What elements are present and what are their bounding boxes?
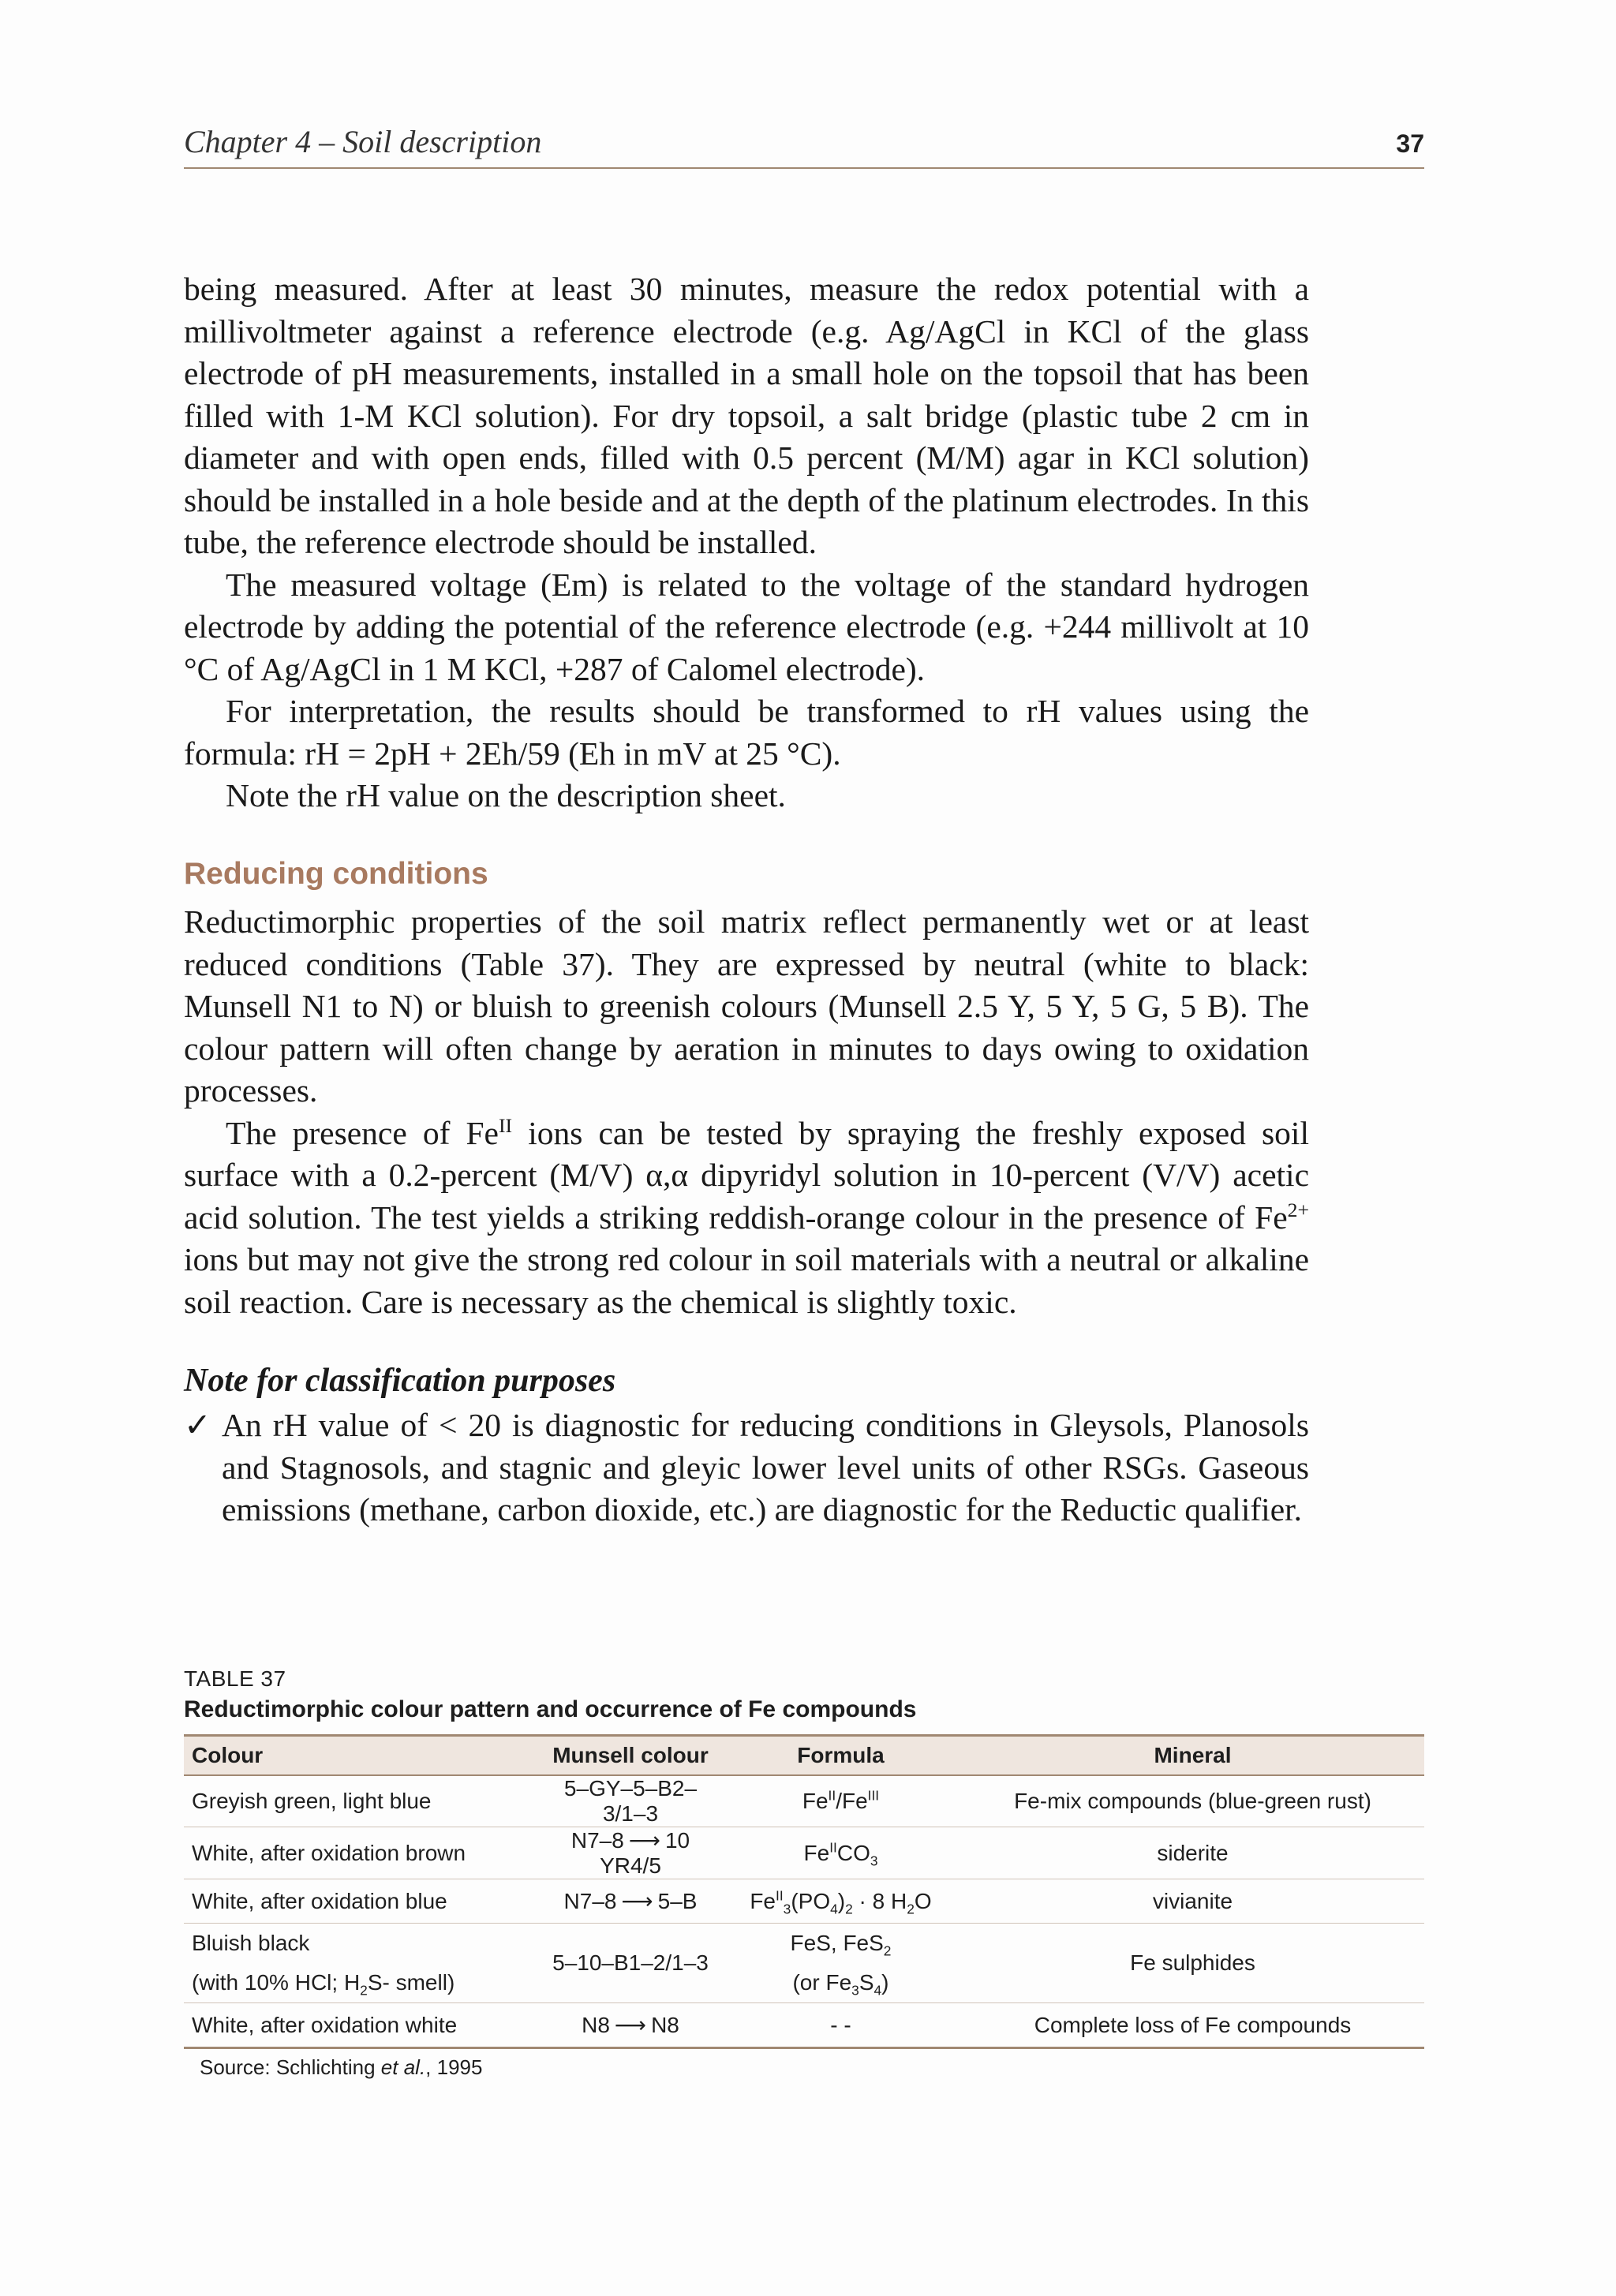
table-cell: White, after oxidation blue: [184, 1879, 541, 1924]
data-table: [184, 1734, 1424, 2049]
arrow-icon: ⟶: [628, 1827, 660, 1853]
table-cell: White, after oxidation white: [184, 2003, 541, 2048]
table-cell: 5–GY–5–B2–3/1–3: [541, 1775, 720, 1827]
checkmark-icon: ✓: [184, 1407, 211, 1443]
table-cell: N7–8 ⟶ 5–B: [541, 1879, 720, 1924]
column-header: Formula: [720, 1736, 961, 1776]
table-row: [184, 1879, 1424, 1924]
table-cell: FeS, FeS$_2$ (or $Fe_3S_4$): [720, 1924, 961, 2003]
table-source: Source: Schlichting et al., 1995: [200, 2055, 483, 2079]
note-text: An rH value of < 20 is diagnostic for reducing conditions in Gleysols, Planosols and Stagnosols, and stagnic and gleyic lower level units of other RSGs. Gaseous emissions (methane, carbon dioxide, etc.) are diagnostic for the Reductic qualifier.: [222, 1407, 1309, 1528]
running-header: [184, 118, 1424, 169]
note-heading: Note for classification purposes: [184, 1363, 616, 1399]
column-header: Colour: [184, 1736, 541, 1776]
table-label: TABLE 37: [184, 1666, 286, 1691]
note-item: [184, 1404, 1309, 1531]
table-cell: White, after oxidation brown: [184, 1827, 541, 1879]
table-cell: Fe sulphides: [961, 1924, 1424, 2003]
table-cell: Fe-mix compounds (blue-green rust): [961, 1775, 1424, 1827]
chapter-title: Chapter 4 – Soil description: [184, 124, 542, 159]
column-header: Mineral: [961, 1736, 1424, 1776]
table-cell: Bluish black (with 10% HCl; $H_2S-$ smell): [184, 1924, 541, 2003]
paragraph: The measured voltage (Em) is related to the voltage of the standard hydrogen electrode by adding the potential of the reference electrode (e.g. +244 millivolt at 10 °C of Ag/AgCl in 1 M KCl, +287 of Calomel electrode).: [184, 566, 1309, 687]
table-cell: $Fe^{II}CO_3$: [720, 1827, 961, 1879]
table-cell: $Fe^{II}/Fe^{III}$: [720, 1775, 961, 1827]
note-list: [184, 1404, 1309, 1531]
table-cell: N8 ⟶ N8: [541, 2003, 720, 2048]
arrow-icon: ⟶: [614, 2012, 647, 2038]
intro-text: [184, 268, 1309, 817]
table-row: [184, 1924, 1424, 2003]
table-cell: siderite: [961, 1827, 1424, 1879]
table-37: [184, 1666, 1424, 2080]
table-cell: vivianite: [961, 1879, 1424, 1924]
paragraph: being measured. After at least 30 minutes, measure the redox potential with a millivoltmeter against a reference electrode (e.g. Ag/AgCl in KCl of the glass electrode of pH measurements, installed in a small hole on the topsoil that has been filled with 1-M KCl solution). For dry topsoil, a salt bridge (plastic tube 2 cm in diameter and with open ends, filled with 0.5 percent (M/M) agar in KCl solution) should be installed in a hole beside and at the depth of the platinum electrodes. In this tube, the reference electrode should be installed.: [184, 271, 1309, 560]
table-row: [184, 1827, 1424, 1879]
page-number: 37: [1396, 129, 1424, 158]
table-cell: Complete loss of Fe compounds: [961, 2003, 1424, 2048]
column-header: Munsell colour: [541, 1736, 720, 1776]
paragraph: The presence of $Fe^{II}$ ions can be tested by spraying the freshly exposed soil surface with a 0.2-percent (M/V) α,α dipyridyl solution in 10-percent (V/V) acetic acid solution. The test yields a striking reddish-orange colour in the presence of $Fe^{2+}$ ions but may not give the strong red colour in soil materials with a neutral or alkaline soil reaction. Care is necessary as the chemical is slightly toxic.: [184, 1113, 1309, 1320]
table-cell: 5–10–B1–2/1–3: [541, 1924, 720, 2003]
table-caption: Reductimorphic colour pattern and occurrence of Fe compounds: [184, 1696, 917, 1722]
paragraph: Note the rH value on the description sheet.: [226, 777, 786, 813]
table-cell: N7–8 ⟶ 10 YR4/5: [541, 1827, 720, 1879]
table-cell: - -: [720, 2003, 961, 2048]
arrow-icon: ⟶: [621, 1888, 653, 1914]
paragraph: Reductimorphic properties of the soil matrix reflect permanently wet or at least reduced conditions (Table 37). They are expressed by neutral (white to black: Munsell N1 to N) or bluish to greenish colours (Munsell 2.5 Y, 5 Y, 5 G, 5 B). The colour pattern will often change by aeration in minutes to days owing to oxidation processes.: [184, 903, 1309, 1109]
table-row: [184, 1775, 1424, 1827]
section-text: [184, 901, 1309, 1323]
table-cell: Greyish green, light blue: [184, 1775, 541, 1827]
table-row: [184, 2003, 1424, 2048]
paragraph: For interpretation, the results should be transformed to rH values using the formula: rH = 2pH + 2Eh/59 (Eh in mV at 25 °C).: [184, 693, 1309, 772]
section-heading: Reducing conditions: [184, 857, 488, 891]
table-cell: $Fe^{II}_3(PO_4)_2 \cdot 8$ $H_2O$: [720, 1879, 961, 1924]
table-header-row: [184, 1736, 1424, 1776]
